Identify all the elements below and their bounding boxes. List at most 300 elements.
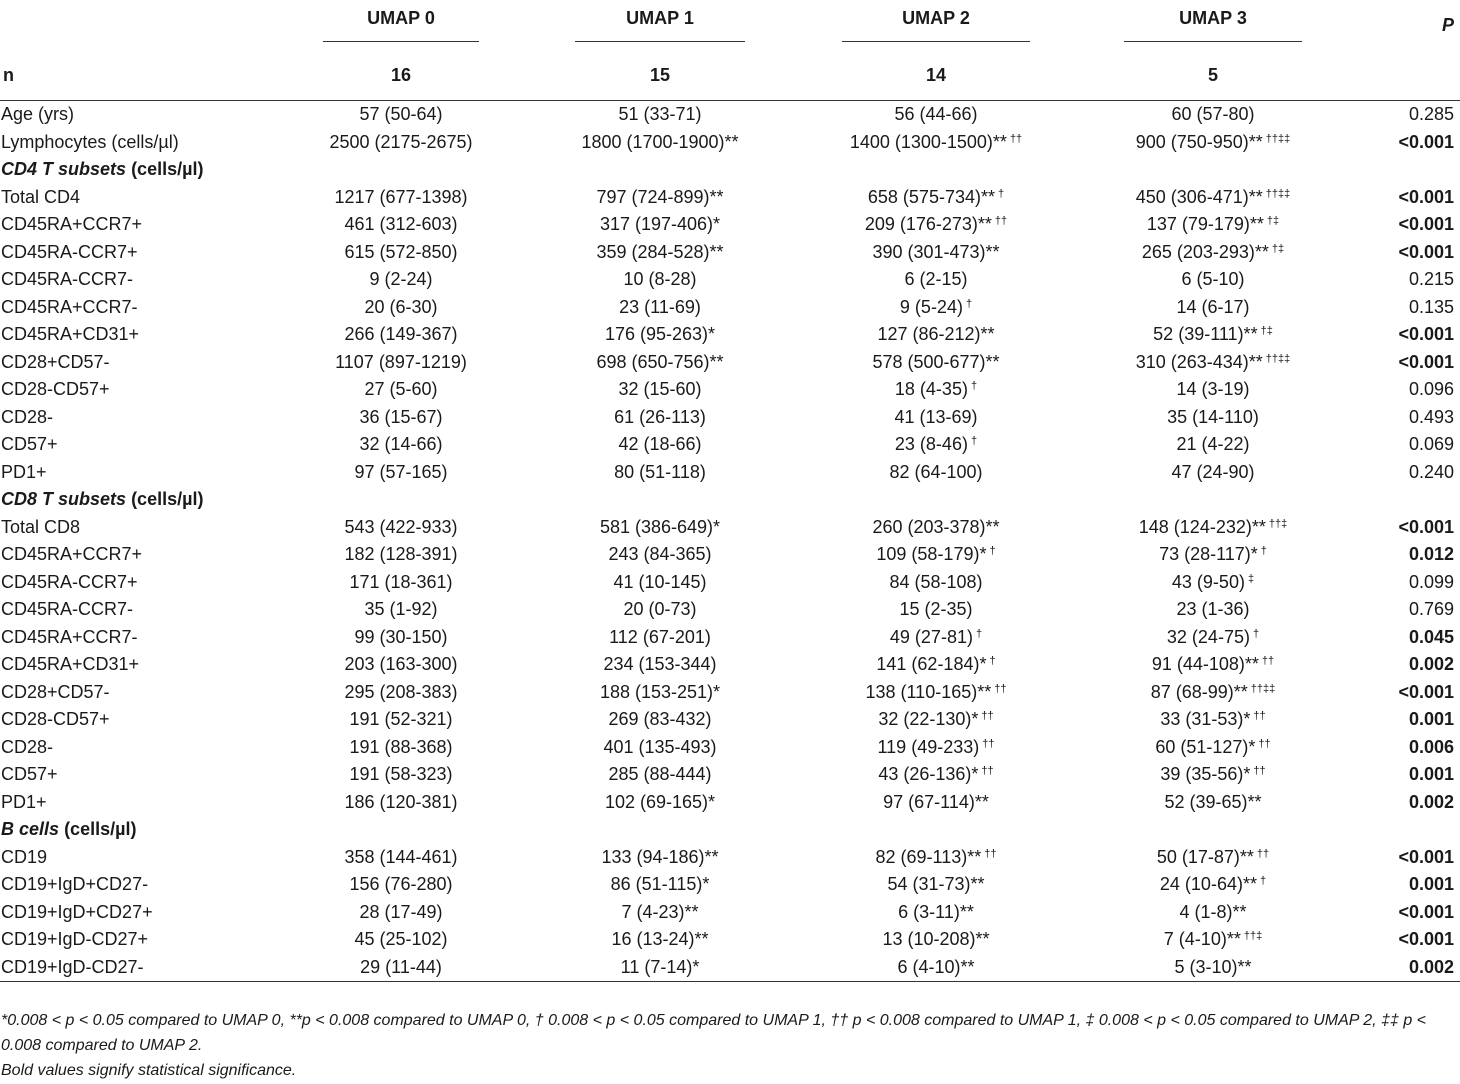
section-title-text: CD8 T subsets bbox=[1, 489, 127, 510]
cell-value: 32 (24-75) bbox=[1166, 626, 1250, 647]
value-cell-umap-3 bbox=[1064, 239, 1362, 267]
cell-value: 243 (84-365) bbox=[608, 544, 712, 565]
value-cell-umap-0 bbox=[290, 761, 512, 789]
cell-value: 390 (301-473)** bbox=[872, 241, 1000, 262]
value-cell-umap-0 bbox=[290, 349, 512, 377]
p-value-cell: 0.001 bbox=[1408, 709, 1454, 730]
cell-value: 191 (58-323) bbox=[349, 764, 453, 785]
value-cell-umap-2 bbox=[808, 184, 1064, 212]
value-cell-umap-1 bbox=[512, 926, 808, 954]
cell-value: 15 (2-35) bbox=[899, 599, 973, 620]
value-cell-umap-1 bbox=[512, 459, 808, 487]
cell-value: 1217 (677-1398) bbox=[334, 186, 468, 207]
p-value-cell: 0.493 bbox=[1408, 406, 1454, 427]
cell-value: 9 (2-24) bbox=[369, 269, 433, 290]
row-label: Total CD8 bbox=[1, 516, 81, 537]
value-cell-umap-3 bbox=[1064, 211, 1362, 239]
cell-value: 57 (50-64) bbox=[359, 104, 443, 125]
cell-value: 797 (724-899)** bbox=[596, 186, 724, 207]
cell-value: 698 (650-756)** bbox=[596, 351, 724, 372]
value-cell-umap-1 bbox=[512, 376, 808, 404]
value-cell-umap-2 bbox=[808, 129, 1064, 157]
significance-marker: †‡ bbox=[1260, 325, 1273, 338]
cell-value: 54 (31-73)** bbox=[887, 874, 985, 895]
value-cell-umap-1 bbox=[512, 734, 808, 762]
row-label: CD45RA+CCR7+ bbox=[1, 544, 143, 565]
cell-value: 581 (386-649)* bbox=[599, 516, 721, 537]
cell-value: 10 (8-28) bbox=[623, 269, 697, 290]
row-label: PD1+ bbox=[1, 791, 47, 812]
value-cell-umap-1 bbox=[512, 321, 808, 349]
significance-marker: † bbox=[970, 435, 978, 448]
value-cell-umap-1 bbox=[512, 239, 808, 267]
cell-value: 658 (575-734)** bbox=[867, 186, 995, 207]
value-cell-umap-3 bbox=[1064, 376, 1362, 404]
value-cell-umap-0 bbox=[290, 101, 512, 129]
value-cell-umap-2 bbox=[808, 101, 1064, 129]
cell-value: 33 (31-53)* bbox=[1160, 709, 1251, 730]
p-value-cell: <0.001 bbox=[1398, 681, 1454, 702]
row-label: CD19+IgD+CD27- bbox=[1, 874, 149, 895]
p-value-cell: 0.285 bbox=[1408, 104, 1454, 125]
cell-value: 209 (176-273)** bbox=[864, 214, 992, 235]
significance-marker: † bbox=[989, 545, 996, 558]
cell-value: 260 (203-378)** bbox=[872, 516, 1000, 537]
value-cell-umap-3 bbox=[1064, 954, 1362, 982]
table-row bbox=[0, 239, 1460, 267]
value-cell-umap-0 bbox=[290, 899, 512, 927]
p-value-cell: 0.135 bbox=[1408, 296, 1454, 317]
value-cell-umap-3 bbox=[1064, 651, 1362, 679]
value-cell-umap-1 bbox=[512, 844, 808, 872]
value-cell-umap-1 bbox=[512, 184, 808, 212]
value-cell-umap-1 bbox=[512, 679, 808, 707]
column-header-p: P bbox=[1441, 14, 1454, 35]
table-footnotes bbox=[1, 1008, 1456, 1083]
value-cell-umap-0 bbox=[290, 541, 512, 569]
value-cell-umap-2 bbox=[808, 761, 1064, 789]
value-cell-umap-2 bbox=[808, 294, 1064, 322]
value-cell-umap-1 bbox=[512, 541, 808, 569]
value-cell-umap-0 bbox=[290, 624, 512, 652]
row-label: CD45RA-CCR7+ bbox=[1, 241, 138, 262]
p-value-cell: 0.045 bbox=[1408, 626, 1454, 647]
table-row bbox=[0, 459, 1460, 487]
row-label: Age (yrs) bbox=[1, 104, 75, 125]
section-unit-text: (cells/µl) bbox=[131, 489, 204, 510]
row-label: CD57+ bbox=[1, 764, 58, 785]
table-row bbox=[0, 211, 1460, 239]
table-row bbox=[0, 624, 1460, 652]
significance-marker: †† bbox=[1253, 765, 1266, 778]
cell-value: 133 (94-186)** bbox=[601, 846, 719, 867]
row-label: CD19 bbox=[1, 846, 48, 867]
cell-value: 266 (149-367) bbox=[344, 324, 458, 345]
value-cell-umap-1 bbox=[512, 294, 808, 322]
cell-value: 7 (4-10)** bbox=[1163, 929, 1241, 950]
row-label: CD19+IgD-CD27- bbox=[0, 954, 290, 982]
cell-value: 23 (1-36) bbox=[1176, 599, 1250, 620]
cell-value: 52 (39-65)** bbox=[1164, 791, 1262, 812]
value-cell-umap-0 bbox=[290, 569, 512, 597]
row-label: Lymphocytes (cells/µl) bbox=[1, 131, 179, 152]
p-value-cell: 0.002 bbox=[1408, 791, 1454, 812]
value-cell-umap-0 bbox=[290, 679, 512, 707]
significance-marker: †† bbox=[982, 737, 995, 750]
cell-value: 99 (30-150) bbox=[354, 626, 448, 647]
value-cell-umap-3 bbox=[1064, 459, 1362, 487]
table-row bbox=[0, 431, 1460, 459]
cell-value: 234 (153-344) bbox=[603, 654, 717, 675]
row-label: CD45RA+CCR7- bbox=[1, 296, 138, 317]
row-label: CD45RA+CCR7+ bbox=[1, 214, 143, 235]
value-cell-umap-3 bbox=[1064, 789, 1362, 817]
row-label: CD45RA+CD31+ bbox=[1, 324, 140, 345]
significance-marker: † bbox=[997, 187, 1005, 200]
table-row bbox=[0, 129, 1460, 157]
cell-value: 317 (197-406)* bbox=[599, 214, 721, 235]
significance-marker: †‡ bbox=[1271, 242, 1285, 255]
cell-value: 182 (128-391) bbox=[344, 544, 458, 565]
cell-value: 23 (8-46) bbox=[894, 434, 968, 455]
cell-value: 84 (58-108) bbox=[889, 571, 983, 592]
value-cell-umap-0 bbox=[290, 844, 512, 872]
value-cell-umap-3 bbox=[1064, 321, 1362, 349]
cell-value: 156 (76-280) bbox=[349, 874, 453, 895]
value-cell-umap-1 bbox=[512, 569, 808, 597]
section-title bbox=[0, 816, 1460, 844]
value-cell-umap-1 bbox=[512, 266, 808, 294]
n-value-umap-0: 16 bbox=[290, 50, 512, 101]
value-cell-umap-2 bbox=[808, 459, 1064, 487]
table-row bbox=[0, 954, 1460, 982]
value-cell-umap-3 bbox=[1064, 926, 1362, 954]
p-value-cell: 0.069 bbox=[1408, 434, 1454, 455]
cell-value: 13 (10-208)** bbox=[882, 929, 990, 950]
significance-marker: ††‡ bbox=[1268, 517, 1288, 530]
value-cell-umap-0 bbox=[290, 706, 512, 734]
cell-value: 14 (6-17) bbox=[1176, 296, 1250, 317]
value-cell-umap-2 bbox=[808, 376, 1064, 404]
value-cell-umap-3 bbox=[1064, 541, 1362, 569]
row-label: CD45RA+CCR7- bbox=[1, 626, 138, 647]
value-cell-umap-1 bbox=[512, 624, 808, 652]
value-cell-umap-1 bbox=[512, 706, 808, 734]
value-cell-umap-0 bbox=[290, 954, 512, 982]
cell-value: 60 (57-80) bbox=[1171, 104, 1255, 125]
p-value-cell: 0.215 bbox=[1408, 269, 1454, 290]
value-cell-umap-3 bbox=[1064, 404, 1362, 432]
p-value-cell: <0.001 bbox=[1398, 186, 1454, 207]
row-label: PD1+ bbox=[1, 461, 47, 482]
value-cell-umap-2 bbox=[808, 679, 1064, 707]
n-value-umap-3: 5 bbox=[1064, 50, 1362, 101]
significance-marker: † bbox=[965, 297, 973, 310]
value-cell-umap-1 bbox=[512, 761, 808, 789]
cell-value: 285 (88-444) bbox=[608, 764, 712, 785]
significance-marker: † bbox=[1260, 545, 1267, 558]
section-unit-text: (cells/µl) bbox=[131, 159, 204, 180]
cell-value: 87 (68-99)** bbox=[1150, 681, 1248, 702]
cell-value: 42 (18-66) bbox=[618, 434, 702, 455]
cell-value: 176 (95-263)* bbox=[604, 324, 716, 345]
significance-marker: ††‡‡ bbox=[1265, 352, 1291, 365]
value-cell-umap-3 bbox=[1064, 734, 1362, 762]
value-cell-umap-1 bbox=[512, 404, 808, 432]
table-row bbox=[0, 569, 1460, 597]
cell-value: 24 (10-64)** bbox=[1159, 874, 1257, 895]
value-cell-umap-0 bbox=[290, 129, 512, 157]
n-value-umap-1: 15 bbox=[512, 50, 808, 101]
cell-value: 5 (3-10)** bbox=[1174, 956, 1252, 977]
row-label: Total CD4 bbox=[1, 186, 81, 207]
section-title-text: B cells bbox=[1, 819, 60, 840]
value-cell-umap-0 bbox=[290, 459, 512, 487]
cell-value: 191 (88-368) bbox=[349, 736, 453, 757]
significance-marker: †† bbox=[1009, 132, 1023, 145]
value-cell-umap-2 bbox=[808, 514, 1064, 542]
value-cell-umap-3 bbox=[1064, 129, 1362, 157]
table-body bbox=[0, 101, 1460, 982]
cell-value: 188 (153-251)* bbox=[599, 681, 721, 702]
value-cell-umap-0 bbox=[290, 651, 512, 679]
value-cell-umap-3 bbox=[1064, 569, 1362, 597]
value-cell-umap-0 bbox=[290, 294, 512, 322]
value-cell-umap-1 bbox=[512, 899, 808, 927]
value-cell-umap-2 bbox=[808, 926, 1064, 954]
cell-value: 543 (422-933) bbox=[344, 516, 458, 537]
cell-value: 7 (4-23)** bbox=[621, 901, 699, 922]
value-cell-umap-3 bbox=[1064, 844, 1362, 872]
footnote-bold-note: Bold values signify statistical significance. bbox=[1, 1062, 297, 1079]
table-header bbox=[0, 0, 1460, 101]
cell-value: 401 (135-493) bbox=[603, 736, 717, 757]
cell-value: 6 (2-15) bbox=[904, 269, 968, 290]
cell-value: 91 (44-108)** bbox=[1151, 654, 1259, 675]
cell-value: 32 (14-66) bbox=[359, 434, 443, 455]
table-row bbox=[0, 266, 1460, 294]
value-cell-umap-0 bbox=[290, 211, 512, 239]
cell-value: 97 (67-114)** bbox=[883, 791, 989, 812]
header-empty-cell bbox=[0, 0, 290, 50]
n-label: n bbox=[0, 50, 290, 101]
cell-value: 138 (110-165)** bbox=[865, 681, 992, 702]
cell-value: 41 (10-145) bbox=[613, 571, 707, 592]
significance-marker: † bbox=[1259, 875, 1267, 888]
cell-value: 43 (26-136)* bbox=[878, 764, 979, 785]
value-cell-umap-2 bbox=[808, 954, 1064, 982]
cell-value: 20 (6-30) bbox=[364, 296, 438, 317]
cell-value: 82 (64-100) bbox=[889, 461, 983, 482]
value-cell-umap-0 bbox=[290, 376, 512, 404]
value-cell-umap-2 bbox=[808, 266, 1064, 294]
table-row bbox=[0, 844, 1460, 872]
value-cell-umap-0 bbox=[290, 321, 512, 349]
column-header-umap-3: UMAP 3 bbox=[1064, 0, 1362, 50]
cell-value: 4 (1-8)** bbox=[1179, 901, 1247, 922]
cell-value: 1107 (897-1219) bbox=[335, 351, 467, 372]
cell-value: 461 (312-603) bbox=[344, 214, 458, 235]
row-label: CD28-CD57+ bbox=[1, 379, 110, 400]
value-cell-umap-3 bbox=[1064, 294, 1362, 322]
n-value-umap-2: 14 bbox=[808, 50, 1064, 101]
p-value-cell: <0.001 bbox=[1398, 901, 1454, 922]
p-value-cell: 0.002 bbox=[1408, 654, 1454, 675]
cell-value: 119 (49-233) bbox=[877, 736, 980, 757]
value-cell-umap-1 bbox=[512, 789, 808, 817]
section-header-row bbox=[0, 156, 1460, 184]
row-label: CD57+ bbox=[1, 434, 58, 455]
significance-marker: †† bbox=[994, 682, 1007, 695]
value-cell-umap-3 bbox=[1064, 596, 1362, 624]
value-cell-umap-3 bbox=[1064, 101, 1362, 129]
cell-value: 11 (7-14)* bbox=[620, 956, 700, 977]
table-row bbox=[0, 789, 1460, 817]
value-cell-umap-0 bbox=[290, 239, 512, 267]
cell-value: 578 (500-677)** bbox=[872, 351, 1000, 372]
n-value-p bbox=[1362, 50, 1460, 101]
row-label: CD28+CD57- bbox=[1, 681, 110, 702]
row-label: CD45RA-CCR7- bbox=[1, 269, 134, 290]
table-row bbox=[0, 376, 1460, 404]
table-row bbox=[0, 541, 1460, 569]
cell-value: 80 (51-118) bbox=[614, 461, 706, 482]
cell-value: 6 (3-11)** bbox=[898, 901, 974, 922]
table-row bbox=[0, 321, 1460, 349]
section-title bbox=[0, 486, 1460, 514]
cell-value: 32 (15-60) bbox=[618, 379, 702, 400]
value-cell-umap-2 bbox=[808, 871, 1064, 899]
value-cell-umap-0 bbox=[290, 871, 512, 899]
p-value-cell: <0.001 bbox=[1398, 846, 1454, 867]
p-value-cell: 0.001 bbox=[1408, 874, 1454, 895]
table-row bbox=[0, 101, 1460, 129]
row-label: CD19+IgD+CD27+ bbox=[1, 901, 153, 922]
cell-value: 2500 (2175-2675) bbox=[329, 131, 473, 152]
value-cell-umap-1 bbox=[512, 129, 808, 157]
cell-value: 900 (750-950)** bbox=[1135, 131, 1263, 152]
cell-value: 23 (11-69) bbox=[619, 296, 701, 317]
value-cell-umap-1 bbox=[512, 431, 808, 459]
cell-value: 359 (284-528)** bbox=[596, 241, 724, 262]
cell-value: 52 (39-111)** bbox=[1153, 324, 1258, 345]
significance-marker: ††‡ bbox=[1243, 930, 1263, 943]
p-value-cell: 0.769 bbox=[1408, 599, 1454, 620]
cell-value: 51 (33-71) bbox=[618, 104, 702, 125]
cell-value: 60 (51-127)* bbox=[1155, 736, 1256, 757]
cell-value: 35 (14-110) bbox=[1167, 406, 1259, 427]
p-value-cell: <0.001 bbox=[1398, 929, 1454, 950]
cell-value: 35 (1-92) bbox=[364, 599, 438, 620]
cell-value: 191 (52-321) bbox=[349, 709, 453, 730]
p-value-cell: 0.240 bbox=[1408, 461, 1454, 482]
significance-marker: †† bbox=[994, 215, 1008, 228]
value-cell-umap-2 bbox=[808, 624, 1064, 652]
significance-marker: ††‡‡ bbox=[1250, 682, 1276, 695]
cell-value: 203 (163-300) bbox=[344, 654, 458, 675]
value-cell-umap-2 bbox=[808, 789, 1064, 817]
significance-marker: †† bbox=[981, 765, 994, 778]
p-value-cell: 0.006 bbox=[1408, 736, 1454, 757]
cell-value: 41 (13-69) bbox=[894, 406, 978, 427]
section-header-row bbox=[0, 486, 1460, 514]
p-value-cell: <0.001 bbox=[1398, 241, 1454, 262]
table-row bbox=[0, 651, 1460, 679]
p-value-cell: <0.001 bbox=[1398, 324, 1454, 345]
value-cell-umap-1 bbox=[512, 954, 808, 982]
p-value-cell: 0.002 bbox=[1362, 954, 1460, 982]
value-cell-umap-2 bbox=[808, 651, 1064, 679]
value-cell-umap-3 bbox=[1064, 899, 1362, 927]
table-row bbox=[0, 706, 1460, 734]
cell-value: 61 (26-113) bbox=[614, 406, 706, 427]
value-cell-umap-0 bbox=[290, 734, 512, 762]
cell-value: 109 (58-179)* bbox=[876, 544, 987, 565]
value-cell-umap-1 bbox=[512, 101, 808, 129]
row-label: CD28+CD57- bbox=[1, 351, 110, 372]
table-row bbox=[0, 349, 1460, 377]
cell-value: 50 (17-87)** bbox=[1156, 846, 1254, 867]
value-cell-umap-2 bbox=[808, 404, 1064, 432]
row-label: CD28- bbox=[1, 736, 54, 757]
section-header-row bbox=[0, 816, 1460, 844]
cell-value: 32 (22-130)* bbox=[878, 709, 979, 730]
footnote-significance-key: *0.008 < p < 0.05 compared to UMAP 0, **p < 0.008 compared to UMAP 0, † 0.008 < p < 0.05 compared to UMAP 1, †† p < 0.008 compared to UMAP 1, ‡ 0.008 < p < 0.05 compared to UMAP 2, ‡‡ p < 0.008 compared to UMAP 2. bbox=[1, 1012, 1426, 1054]
value-cell-umap-2 bbox=[808, 211, 1064, 239]
significance-marker: †† bbox=[1256, 847, 1270, 860]
cell-value: 171 (18-361) bbox=[349, 571, 453, 592]
p-value-cell: <0.001 bbox=[1398, 516, 1454, 537]
cell-value: 137 (79-179)** bbox=[1146, 214, 1264, 235]
cell-value: 18 (4-35) bbox=[894, 379, 968, 400]
cell-value: 295 (208-383) bbox=[344, 681, 458, 702]
significance-marker: †† bbox=[981, 710, 994, 723]
column-header-umap-2: UMAP 2 bbox=[808, 0, 1064, 50]
significance-marker: †† bbox=[1253, 710, 1266, 723]
value-cell-umap-2 bbox=[808, 844, 1064, 872]
value-cell-umap-0 bbox=[290, 431, 512, 459]
value-cell-umap-2 bbox=[808, 596, 1064, 624]
cell-value: 45 (25-102) bbox=[354, 929, 448, 950]
significance-marker: †† bbox=[1258, 737, 1271, 750]
value-cell-umap-2 bbox=[808, 239, 1064, 267]
cell-value: 358 (144-461) bbox=[344, 846, 458, 867]
cell-value: 9 (5-24) bbox=[899, 296, 963, 317]
cell-value: 1400 (1300-1500)** bbox=[849, 131, 1007, 152]
value-cell-umap-3 bbox=[1064, 706, 1362, 734]
significance-marker: †† bbox=[984, 847, 997, 860]
significance-marker: ††‡‡ bbox=[1265, 187, 1291, 200]
row-label: CD45RA+CD31+ bbox=[1, 654, 140, 675]
cell-value: 56 (44-66) bbox=[894, 104, 978, 125]
value-cell-umap-3 bbox=[1064, 679, 1362, 707]
row-label: CD28-CD57+ bbox=[1, 709, 110, 730]
value-cell-umap-3 bbox=[1064, 871, 1362, 899]
value-cell-umap-2 bbox=[808, 349, 1064, 377]
value-cell-umap-1 bbox=[512, 596, 808, 624]
cell-value: 14 (3-19) bbox=[1176, 379, 1250, 400]
value-cell-umap-2 bbox=[808, 899, 1064, 927]
value-cell-umap-1 bbox=[512, 871, 808, 899]
value-cell-umap-3 bbox=[1064, 349, 1362, 377]
table-row bbox=[0, 294, 1460, 322]
value-cell-umap-0 bbox=[290, 184, 512, 212]
table-row bbox=[0, 926, 1460, 954]
cell-value: 97 (57-165) bbox=[354, 461, 448, 482]
value-cell-umap-2 bbox=[808, 734, 1064, 762]
p-value-cell: 0.001 bbox=[1408, 764, 1454, 785]
cell-value: 265 (203-293)** bbox=[1141, 241, 1269, 262]
